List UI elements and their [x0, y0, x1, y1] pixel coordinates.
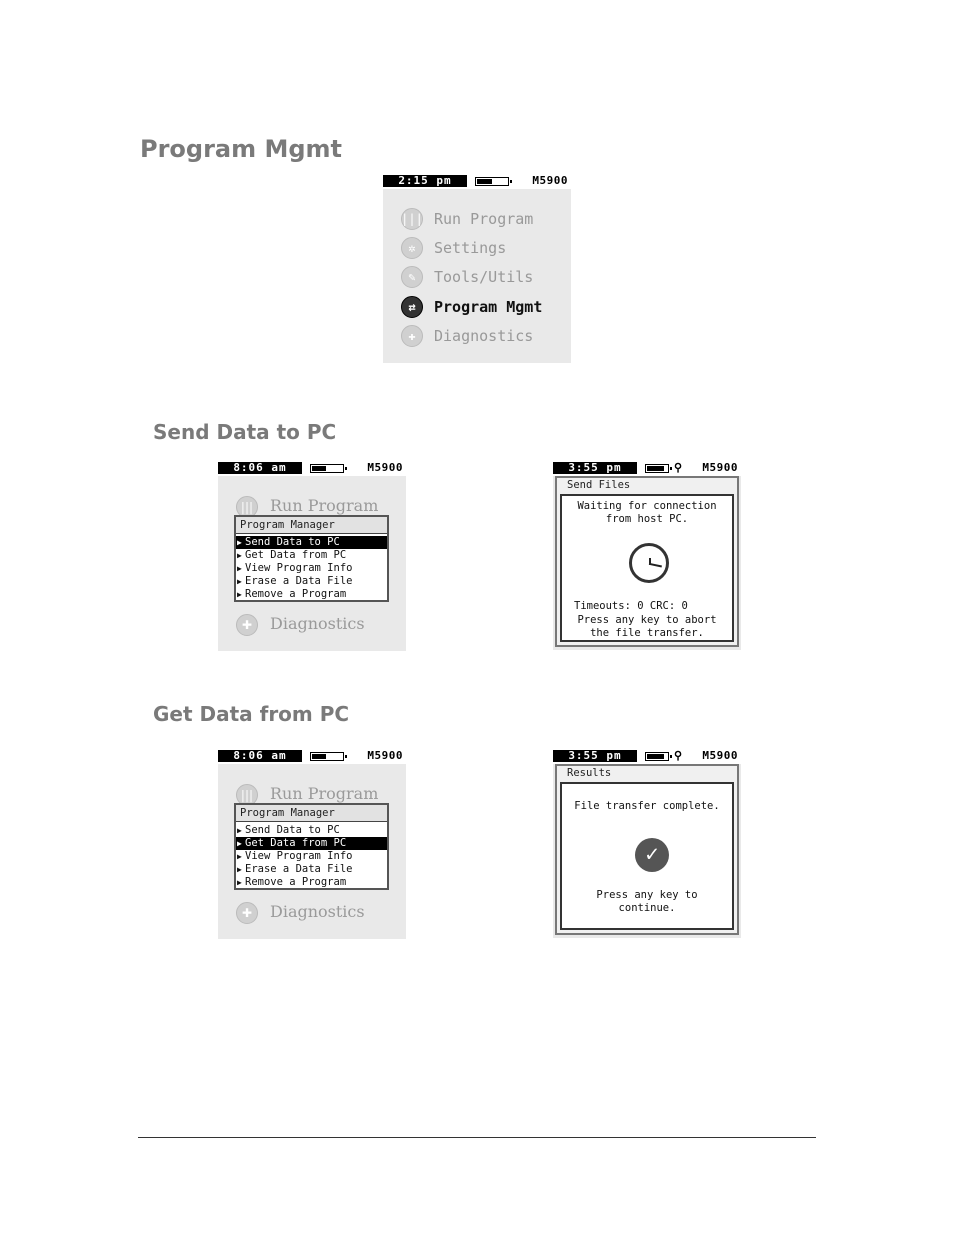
results-dialog [555, 764, 739, 935]
popup-item[interactable] [236, 876, 387, 889]
model-label: M5900 [702, 749, 738, 762]
status-bar [218, 749, 406, 764]
abort-instructions: Press any key to abort the file transfer. [577, 614, 717, 639]
battery-icon [310, 752, 344, 761]
continue-instructions: Press any key to continue. [596, 889, 698, 914]
menu-item-label: Tools/Utils [434, 268, 534, 286]
menu-item-label: Run Program [270, 496, 379, 515]
arrow-right-icon: ▶ [237, 865, 242, 874]
popup-item-label: Send Data to PC [245, 824, 340, 836]
arrow-right-icon: ▶ [237, 826, 242, 835]
model-label: M5900 [367, 461, 403, 474]
main-menu-screen [383, 174, 571, 363]
arrow-right-icon: ▶ [237, 564, 242, 573]
popup-item[interactable] [236, 549, 387, 562]
arrow-right-icon: ▶ [237, 852, 242, 861]
battery-icon [310, 464, 344, 473]
results-screen [553, 749, 741, 938]
model-label: M5900 [532, 174, 568, 187]
program-manager-popup [234, 515, 389, 602]
menu-item-label: Settings [434, 239, 507, 257]
page-title: Program Mgmt [140, 135, 343, 163]
arrow-right-icon: ▶ [237, 878, 242, 887]
send-menu-screen [218, 461, 406, 651]
model-label: M5900 [702, 461, 738, 474]
status-bar [553, 461, 741, 476]
plus-icon: ✚ [236, 902, 258, 924]
menu-item-label: Program Mgmt [434, 298, 543, 316]
clock-time: 3:55 pm [553, 750, 637, 762]
waiting-message: Waiting for connection from host PC. [577, 500, 717, 525]
barcode-icon: ||| [236, 784, 258, 806]
arrow-right-icon: ▶ [237, 839, 242, 848]
arrow-right-icon: ▶ [237, 577, 242, 586]
clock-time: 8:06 am [218, 750, 302, 762]
battery-icon [475, 177, 509, 186]
menu-item-label: Diagnostics [270, 614, 365, 633]
plus-icon: ✚ [401, 325, 423, 347]
popup-item[interactable] [236, 562, 387, 575]
menu-item-label: Diagnostics [434, 327, 534, 345]
send-files-dialog [555, 476, 739, 647]
barcode-icon: ||| [401, 208, 423, 230]
status-bar [553, 749, 741, 764]
popup-item-label: Send Data to PC [245, 536, 340, 548]
clock-time: 8:06 am [218, 462, 302, 474]
clock-time: 2:15 pm [383, 175, 467, 187]
menu-item-label: Diagnostics [270, 902, 365, 921]
timeouts-label: Timeouts: [574, 600, 631, 612]
popup-title: Program Manager [236, 805, 387, 822]
get-menu-screen [218, 749, 406, 939]
popup-item-label: Erase a Data File [245, 863, 353, 875]
popup-item[interactable] [236, 575, 387, 588]
program-manager-popup [234, 803, 389, 890]
plus-icon: ✚ [236, 614, 258, 636]
popup-item-label: Remove a Program [245, 588, 347, 600]
popup-item[interactable] [236, 837, 387, 850]
footer-rule [138, 1137, 816, 1138]
crc-label: CRC: [649, 600, 676, 612]
section-heading-send: Send Data to PC [153, 420, 337, 444]
popup-item-label: Erase a Data File [245, 575, 353, 587]
arrow-right-icon: ▶ [237, 551, 242, 560]
transfer-icon: ⇄ [401, 296, 423, 318]
popup-item[interactable] [236, 824, 387, 837]
clock-time: 3:55 pm [553, 462, 637, 474]
dialog-body [560, 782, 734, 930]
timeouts-value: 0 [637, 600, 644, 612]
popup-title: Program Manager [236, 517, 387, 534]
checkmark-icon: ✓ [635, 838, 669, 872]
popup-item[interactable] [236, 863, 387, 876]
model-label: M5900 [367, 749, 403, 762]
dialog-title: Results [567, 767, 612, 779]
arrow-right-icon: ▶ [237, 538, 242, 547]
popup-item[interactable] [236, 850, 387, 863]
clock-icon [629, 543, 669, 583]
popup-item-label: View Program Info [245, 850, 353, 862]
barcode-icon: ||| [236, 496, 258, 518]
section-heading-get: Get Data from PC [153, 702, 350, 726]
menu-item-label: Run Program [270, 784, 379, 803]
popup-list [236, 824, 387, 889]
usb-icon: ⚲ [674, 461, 683, 474]
transfer-stats [574, 600, 688, 613]
dialog-body [560, 494, 734, 642]
send-files-screen [553, 461, 741, 650]
battery-icon [645, 464, 669, 473]
menu-item-label: Run Program [434, 210, 534, 228]
arrow-right-icon: ▶ [237, 590, 242, 599]
status-bar [383, 174, 571, 189]
popup-list [236, 536, 387, 601]
popup-item[interactable] [236, 536, 387, 549]
popup-item-label: Get Data from PC [245, 837, 347, 849]
wrench-icon: ✎ [401, 266, 423, 288]
popup-item-label: Get Data from PC [245, 549, 347, 561]
complete-message: File transfer complete. [574, 800, 720, 812]
battery-icon [645, 752, 669, 761]
popup-item-label: Remove a Program [245, 876, 347, 888]
crc-value: 0 [681, 600, 688, 612]
usb-icon: ⚲ [674, 749, 683, 762]
dialog-title: Send Files [567, 479, 631, 491]
status-bar [218, 461, 406, 476]
gear-icon: ✲ [401, 237, 423, 259]
popup-item-label: View Program Info [245, 562, 353, 574]
popup-item[interactable] [236, 588, 387, 601]
